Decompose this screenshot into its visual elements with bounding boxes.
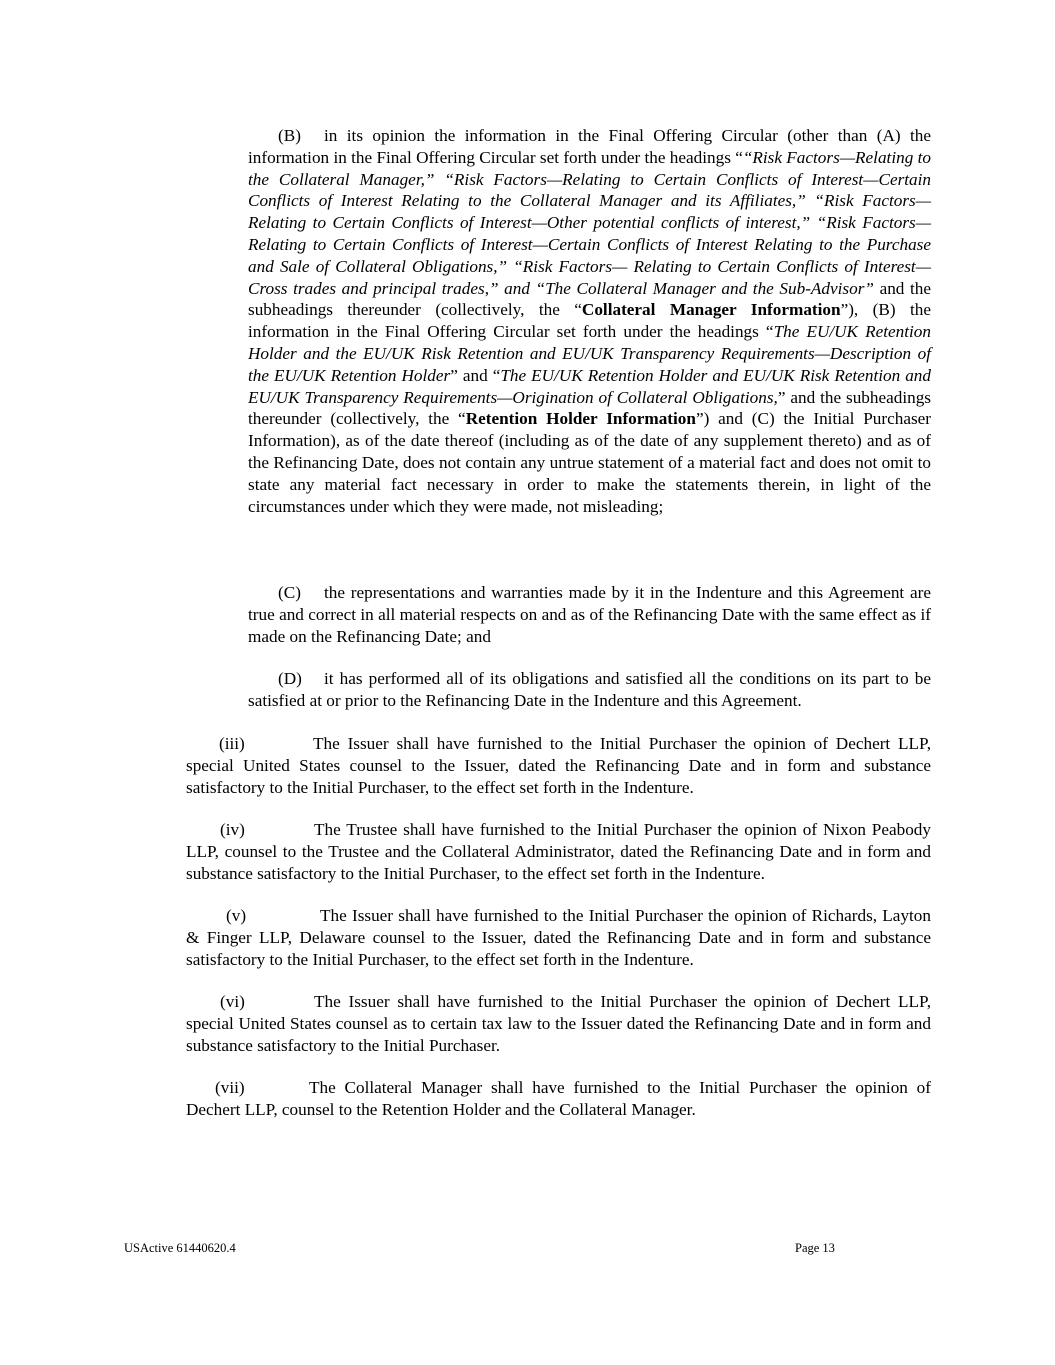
paragraph-text: the representations and warranties made by it in the Indenture and this Agreement are true and correct in all material respects on and as of the Refinancing Date with the same effect as if made on the Refinancing Date; and [248,583,931,646]
paragraph-vii [186,1077,931,1121]
paragraph-text: The Issuer shall have furnished to the Initial Purchaser the opinion of Dechert LLP, special United States counsel as to certain tax law to the Issuer dated the Refinancing Date and in form and substance satisfactory to the Initial Purchaser. [186,992,931,1055]
paragraph-text: it has performed all of its obligations and satisfied all the conditions on its part to be satisfied at or prior to the Refinancing Date in the Indenture and this Agreement. [248,669,931,710]
italic-heading: The EU/UK Retention Holder and the EU/UK Risk Retention and EU/UK Transparency Requirements—Description of the EU/UK Retention Holder [248,322,931,385]
italic-heading: ” and “The Collateral Manager and the Sub-Advisor” [488,278,874,298]
paragraph-label: (v) [226,906,247,925]
paragraph-text: ”), (B) the information in the Final Offering Circular set forth under the headings “ [248,300,931,342]
footer-page-number: Page 13 [795,1241,835,1255]
paragraph-text: and the subheadings thereunder (collectively, the “ [248,278,931,320]
footer-doc-id: USActive 61440620.4 [124,1241,236,1255]
defined-term: Retention Holder Information [465,409,696,429]
paragraph-iv [186,819,931,884]
italic-heading: The EU/UK Retention Holder and EU/UK Risk Retention and EU/UK Transparency Requirements—Origination of Collateral Obligations, [248,365,931,407]
paragraph-text: ” and “ [450,365,501,385]
paragraph-label: (C) [278,583,301,602]
paragraph-text: The Issuer shall have furnished to the Initial Purchaser the opinion of Dechert LLP, special United States counsel to the Issuer, dated the Refinancing Date and in form and substance satisfactory to the Initial Purchaser, to the effect set forth in the Indenture. [186,734,931,797]
paragraph-text: , [484,278,489,298]
paragraph-iii [186,733,931,798]
paragraph-label: (iii) [219,734,245,753]
paragraph-vi [186,991,931,1056]
paragraph-b [248,125,931,517]
paragraph-label: (vi) [220,992,245,1011]
paragraph-text: The Collateral Manager shall have furnished to the Initial Purchaser the opinion of Dechert LLP, counsel to the Retention Holder and the Collateral Manager. [186,1078,931,1119]
defined-term: Collateral Manager Information [581,300,841,320]
paragraph-label: (iv) [220,820,245,839]
paragraph-v [186,905,931,970]
paragraph-text: in its opinion the information in the Final Offering Circular (other than (A) the information in the Final Offering Circular set forth under the headings “ [248,126,931,167]
paragraph-d [248,668,931,712]
paragraph-label: (B) [278,126,301,145]
paragraph-c [248,582,931,647]
paragraph-label: (D) [278,669,302,688]
paragraph-label: (vii) [215,1078,245,1097]
paragraph-text: The Trustee shall have furnished to the Initial Purchaser the opinion of Nixon Peabody LLP, counsel to the Trustee and the Collateral Administrator, dated the Refinancing Date and in form and substance satisfactory to the Initial Purchaser, to the effect set forth in the Indenture. [186,820,931,883]
paragraph-text: The Issuer shall have furnished to the Initial Purchaser the opinion of Richards, Layton & Finger LLP, Delaware counsel to the Issuer, dated the Refinancing Date and in form and substance satisfactory to the Initial Purchaser, to the effect set forth in the Indenture. [186,906,931,969]
italic-headings: “Risk Factors—Relating to the Collateral Manager,” “Risk Factors—Relating to Certain Conflicts of Interest—Certain Conflicts of Interest Relating to the Collateral Manager and its Affiliates,” “Risk Factors—Relating to Certain Conflicts of Interest—Other potential conflicts of interest,” “Risk Factors—Relating to Certain Conflicts of Interest—Certain Conflicts of Interest Relating to the Purchase and Sale of Collateral Obligations,” “Risk Factors— Relating to Certain Conflicts of Interest—Cross trades and principal trades [248,147,931,298]
paragraph-text: ” and the subheadings thereunder (collectively, the “ [248,387,931,429]
paragraph-text: ”) and (C) the Initial Purchaser Information), as of the date thereof (including as of the date of any supplement thereto) and as of the Refinancing Date, does not contain any untrue statement of a material fact and does not omit to state any material fact necessary in order to make the statements therein, in light of the circumstances under which they were made, not misleading; [248,409,931,516]
